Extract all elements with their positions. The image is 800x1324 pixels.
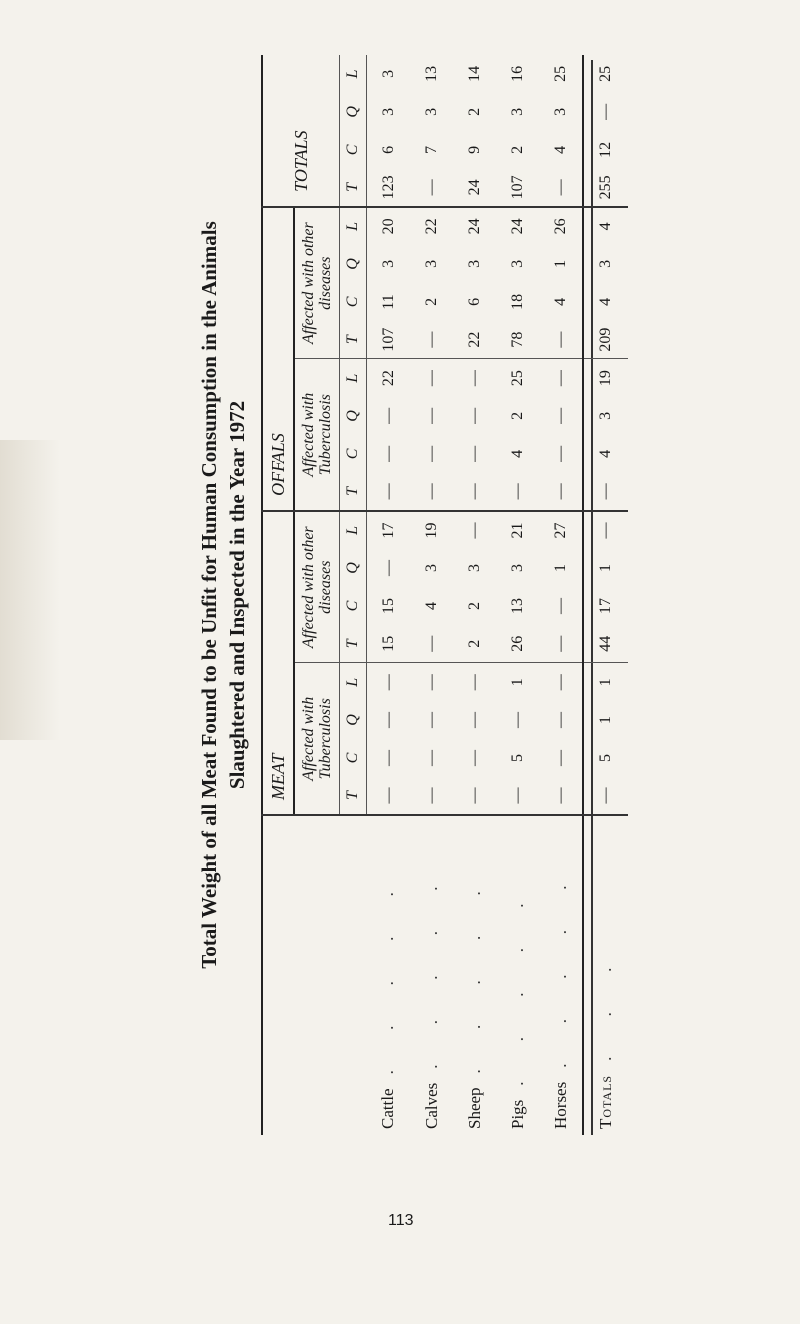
table-row [539,55,583,1135]
row-label [453,815,496,1135]
value-cell: 2 [508,411,526,420]
value-cell: 3 [508,564,526,572]
value-cell: 3 [465,564,483,572]
value-cell: — [379,560,397,576]
unit-letter-q: Q [340,93,367,131]
leader-dots: . . . . . [421,868,441,1069]
value-cell: — [465,522,483,539]
leader-dots: . . . . . [378,874,398,1075]
value-cell: 1 [583,549,628,587]
value-cell: 78 [496,321,539,359]
subheader-meat-tb: Affected with Tuberculosis [294,663,340,815]
value-cell: — [422,674,440,691]
value-cell: 14 [465,65,483,82]
totals-row [583,55,628,1135]
value-cell: 12 [583,131,628,169]
unit-letter-t: T [340,169,367,207]
value-cell: 3 [379,69,397,78]
value-cell: 3 [508,259,526,268]
value-cell: 4 [508,449,526,458]
unit-letter-c: C [340,283,367,321]
table-title-line-2: Slaughtered and Inspected in the Year 1972 [225,400,249,790]
value-cell: — [422,750,440,766]
value-cell: — [465,674,483,691]
value-cell: 25 [583,55,628,93]
value-cell: — [496,777,539,815]
value-cell: 15 [379,598,397,614]
unit-letter-q: Q [340,397,367,435]
value-cell: — [422,370,440,387]
value-cell: 21 [508,522,526,539]
unit-letter-c: C [340,131,367,169]
value-cell: — [453,473,496,511]
unit-letter-l: L [340,663,367,701]
value-cell: 44 [583,625,628,663]
value-cell: 1 [508,678,526,687]
value-cell: 209 [583,321,628,359]
unit-letter-q: Q [340,245,367,283]
unit-letter-t: T [340,321,367,359]
value-cell: 3 [422,107,440,116]
value-cell: 20 [379,218,397,235]
value-cell: 13 [422,65,440,82]
value-cell: — [539,473,583,511]
value-cell: 1 [583,701,628,739]
row-label-text: Sheep [464,1087,484,1129]
table-body [367,55,629,1135]
value-cell: — [410,777,453,815]
value-cell: 3 [465,259,483,268]
value-cell: 255 [583,169,628,207]
value-cell: — [379,674,397,691]
value-cell: — [583,93,628,131]
value-cell: — [410,625,453,663]
value-cell: — [465,407,483,424]
value-cell: 26 [551,218,569,235]
value-cell: 3 [551,107,569,116]
value-cell: — [465,750,483,766]
value-cell: 2 [422,297,440,306]
value-cell: 25 [551,65,569,82]
value-cell: 1 [551,564,569,572]
row-label-text: Horses [550,1081,570,1129]
leader-dots: . . . [596,949,615,1061]
subheader-meat-other: Affected with other diseases [294,511,340,663]
value-cell: — [465,712,483,728]
unit-letter-c: C [340,435,367,473]
unit-letter-c: C [340,587,367,625]
group-header-totals: TOTALS [262,55,340,207]
value-cell: 17 [379,522,397,539]
value-cell: 27 [551,522,569,539]
value-cell: 24 [465,218,483,235]
value-cell: 4 [583,435,628,473]
unit-letter-q: Q [340,549,367,587]
value-cell: — [465,445,483,462]
value-cell: — [496,473,539,511]
table-title [195,55,251,1135]
subheader-offals-tb: Affected with Tuberculosis [294,359,340,511]
value-cell: 2 [508,145,526,154]
row-label-text: Totals [596,1074,615,1129]
value-cell: — [367,473,411,511]
value-cell: — [551,674,569,691]
row-label [583,815,628,1135]
value-cell: 3 [422,259,440,268]
value-cell: — [367,777,411,815]
value-cell: — [508,712,526,728]
value-cell: — [379,407,397,424]
leader-dots: . . . . . [464,873,484,1074]
value-cell: 4 [422,602,440,610]
unit-letter-l: L [340,511,367,549]
value-cell: 3 [583,397,628,435]
page-number: 113 [388,1212,414,1229]
value-cell: 13 [508,598,526,614]
value-cell: 19 [422,522,440,539]
row-label [539,815,583,1135]
value-cell: — [551,370,569,387]
value-cell: 24 [453,169,496,207]
value-cell: 16 [508,65,526,82]
rotated-table-page [195,55,615,1135]
table-row [410,55,453,1135]
value-cell: 19 [583,359,628,397]
value-cell: — [410,321,453,359]
row-label-text: Pigs [507,1099,527,1129]
value-cell: 2 [453,625,496,663]
value-cell: — [539,169,583,207]
value-cell: — [410,473,453,511]
value-cell: 1 [551,259,569,268]
table-row [453,55,496,1135]
row-label-text: Cattle [378,1088,398,1129]
value-cell: 3 [422,564,440,572]
data-table [261,55,628,1135]
value-cell: 24 [508,218,526,235]
value-cell: — [422,445,440,462]
value-cell: 17 [583,587,628,625]
value-cell: 2 [465,602,483,610]
page-stain [0,440,60,740]
row-label [367,815,411,1135]
value-cell: 1 [583,663,628,701]
value-cell: — [539,777,583,815]
group-header-meat: MEAT [262,511,294,815]
table-row [367,55,411,1135]
value-cell: — [583,511,628,549]
value-cell: — [379,750,397,766]
meat-inspection-table [261,55,628,1135]
value-cell: — [551,407,569,424]
value-cell: — [379,712,397,728]
value-cell: 3 [379,259,397,268]
unit-letter-l: L [340,207,367,245]
value-cell: 4 [551,145,569,154]
row-label [496,815,539,1135]
value-cell: — [410,169,453,207]
value-cell: — [465,370,483,387]
group-header-offals: OFFALS [262,207,294,511]
value-cell: 22 [379,370,397,387]
value-cell: 5 [508,754,526,762]
value-cell: — [551,750,569,766]
unit-letter-l: L [340,55,367,93]
value-cell: — [539,625,583,663]
value-cell: — [551,712,569,728]
value-cell: 26 [496,625,539,663]
unit-letter-t: T [340,777,367,815]
unit-letter-t: T [340,625,367,663]
table-row [496,55,539,1135]
value-cell: 123 [367,169,411,207]
value-cell: 5 [583,739,628,777]
value-cell: — [422,712,440,728]
value-cell: — [583,777,628,815]
value-cell: 4 [551,297,569,306]
subheader-offals-other: Affected with other diseases [294,207,340,359]
table-title-line-1: Total Weight of all Meat Found to be Unfit for Human Consumption in the Animals [197,221,221,969]
value-cell: 4 [583,207,628,245]
unit-letter-t: T [340,473,367,511]
value-cell: — [422,407,440,424]
value-cell: 11 [379,294,397,310]
value-cell: 18 [508,293,526,310]
value-cell: 2 [465,107,483,116]
row-label-text: Calves [421,1082,441,1129]
leader-dots: . . . . . [550,867,570,1068]
row-label [410,815,453,1135]
row-label-header [262,815,367,1135]
value-cell: 3 [508,107,526,116]
value-cell: 6 [379,145,397,154]
value-cell: 22 [422,218,440,235]
value-cell: 25 [508,370,526,387]
value-cell: 107 [496,169,539,207]
value-cell: 6 [465,297,483,306]
value-cell: — [551,445,569,462]
value-cell: — [453,777,496,815]
unit-letter-c: C [340,739,367,777]
value-cell: 15 [367,625,411,663]
value-cell: 4 [583,283,628,321]
value-cell: — [551,598,569,614]
value-cell: 107 [367,321,411,359]
value-cell: 7 [422,145,440,154]
value-cell: — [539,321,583,359]
value-cell: 22 [453,321,496,359]
value-cell: 3 [583,245,628,283]
unit-letter-q: Q [340,701,367,739]
value-cell: 9 [465,145,483,154]
value-cell: 3 [379,107,397,116]
leader-dots: . . . . . [507,885,527,1086]
value-cell: — [379,445,397,462]
value-cell: — [583,473,628,511]
unit-letter-l: L [340,359,367,397]
